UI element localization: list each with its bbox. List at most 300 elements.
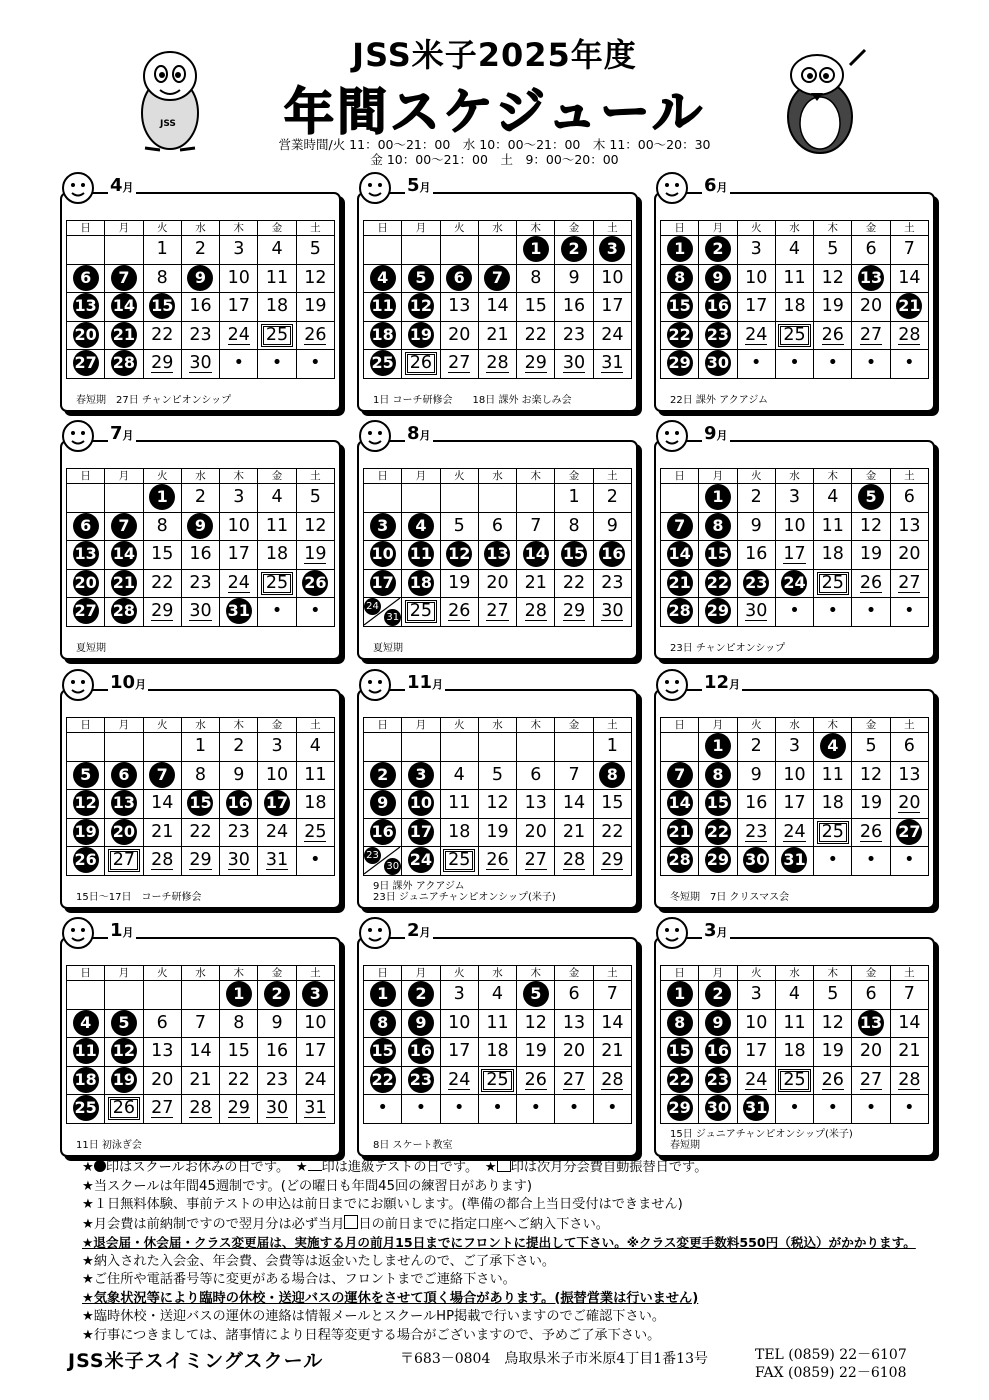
closed-day-mark: 7 [111,513,137,539]
day-cell [220,569,258,598]
day-cell [814,818,852,847]
day-cell [220,761,258,790]
closed-day-mark: 26 [302,570,328,596]
week-row [364,1038,632,1067]
day-number: 23 [189,572,212,593]
closed-day-mark: 4 [408,513,434,539]
test-day-mark: 28 [189,1098,212,1118]
day-cell [67,264,105,293]
day-cell [775,1095,813,1124]
weekday-label: 月 [402,718,440,733]
weekday-label: 木 [814,966,852,981]
day-cell [181,733,219,762]
day-cell [890,569,928,598]
month-label [702,920,730,944]
day-number: • [789,1098,800,1118]
day-number: • [789,601,800,621]
day-cell [220,264,258,293]
closed-day-mark: 27 [73,598,99,624]
day-number: 17 [745,1041,768,1061]
calendar-table [363,220,632,379]
week-row [661,321,929,350]
day-cell [105,569,143,598]
day-cell [364,761,402,790]
day-cell [661,541,699,570]
weekday-label: 日 [67,469,105,484]
day-cell [364,264,402,293]
day-cell [478,761,516,790]
month-calendar [654,920,935,1157]
day-cell [67,484,105,513]
closed-day-mark: 6 [73,513,99,539]
day-number: • [827,1098,838,1118]
day-number: 19 [859,793,883,813]
weekday-label: 月 [402,221,440,236]
day-cell [852,598,890,627]
day-number: 12 [524,1012,547,1033]
month-calendar [357,423,638,660]
day-number: 3 [750,984,762,1004]
day-cell [593,847,631,876]
weekday-label: 金 [258,718,296,733]
day-number: • [310,850,321,870]
day-number: 5 [865,736,877,756]
day-cell [852,1009,890,1038]
day-number: 21 [898,1041,921,1061]
test-day-mark: 28 [898,1069,921,1090]
closed-day-mark: 1 [667,236,693,262]
day-cell [890,981,928,1010]
closed-day-mark: 8 [370,1010,396,1036]
day-cell [699,350,737,379]
day-cell [555,733,593,762]
calendar-table [66,965,335,1124]
closed-day-mark: 29 [667,1095,693,1121]
day-cell [699,598,737,627]
day-cell [181,541,219,570]
day-number: 3 [788,487,801,507]
closed-day-mark: 1 [705,733,731,759]
month-suffix: 月 [419,926,431,939]
test-day-mark: 29 [601,850,624,870]
payment-day-mark: 25 [483,1071,511,1090]
day-number: 5 [491,764,504,785]
day-cell [181,1009,219,1038]
week-row [67,541,335,570]
weekday-header [67,469,335,484]
day-number: 6 [903,487,915,507]
day-cell [661,293,699,322]
day-cell [181,1095,219,1124]
day-number: • [904,353,915,373]
week-row [364,1009,632,1038]
month-number: 9 [704,423,717,444]
week-row [661,569,929,598]
day-number: 22 [601,821,624,842]
day-cell [593,981,631,1010]
day-cell [67,569,105,598]
day-cell [67,1095,105,1124]
day-cell [593,1038,631,1067]
calendar-table [363,717,632,876]
day-cell [258,818,296,847]
day-cell [364,1095,402,1124]
day-number: 9 [750,764,762,785]
day-cell [296,733,334,762]
note-legend [82,1158,962,1178]
closed-day-mark: 3 [302,981,328,1007]
weekday-label: 土 [593,221,631,236]
weekday-label: 金 [852,966,890,981]
day-cell [593,512,631,541]
month-suffix: 月 [716,181,728,194]
day-cell [699,847,737,876]
day-number: 11 [448,793,471,813]
day-cell [699,1095,737,1124]
day-cell [364,981,402,1010]
day-cell [775,761,813,790]
month-suffix: 月 [122,429,134,442]
mascot-left-icon [125,38,215,158]
day-cell [661,1009,699,1038]
day-cell [478,1038,516,1067]
payment-day-mark: 25 [819,574,847,593]
month-number: 10 [110,672,136,693]
week-row [364,321,632,350]
weekday-label: 日 [364,718,402,733]
day-cell [517,1038,555,1067]
day-cell [67,512,105,541]
day-number: • [454,1098,465,1118]
closed-day-mark: 1 [370,981,396,1007]
day-cell [181,847,219,876]
day-number: 24 [304,1069,327,1090]
month-note: 22日 課外 アクアジム [670,395,768,406]
day-cell [478,818,516,847]
month-label [405,175,433,199]
week-row [661,264,929,293]
day-cell [517,1009,555,1038]
day-cell [737,512,775,541]
weekday-label: 木 [814,718,852,733]
day-cell [440,264,478,293]
month-number: 7 [110,423,123,444]
day-number: 4 [271,487,283,507]
day-cell [555,264,593,293]
day-number: 20 [486,572,509,593]
day-cell [402,818,440,847]
day-number: • [530,1098,541,1118]
day-cell [440,293,478,322]
day-cell [517,847,555,876]
weekday-header [364,966,632,981]
weekday-label: 火 [737,469,775,484]
closed-day-mark: 5 [111,1010,137,1036]
day-cell [661,350,699,379]
day-cell [852,1095,890,1124]
closed-day-mark: 7 [484,265,510,291]
day-cell [440,1066,478,1095]
closed-day-mark: 18 [408,570,434,596]
day-number: 4 [788,239,801,259]
day-number: 8 [156,267,168,288]
day-cell [440,1009,478,1038]
school-name: JSS米子スイミングスクール [68,1350,324,1372]
day-cell [143,236,181,265]
day-cell [661,981,699,1010]
closed-day-mark: 2 [705,981,731,1007]
day-cell [440,598,478,627]
day-cell [67,293,105,322]
moon-viewing-icon [652,416,692,456]
closed-day-mark: 24 [781,570,807,596]
day-number: 2 [606,487,618,507]
closed-day-mark: 20 [73,570,99,596]
day-number: 10 [227,267,250,288]
month-suffix: 月 [122,926,134,939]
weekday-label: 木 [517,469,555,484]
closed-day-mark: 2 [561,236,587,262]
week-row [67,484,335,513]
day-cell [814,293,852,322]
test-day-mark: 29 [189,850,212,870]
day-cell [258,484,296,513]
payment-day-mark: 27 [110,851,138,870]
weekday-label: 木 [517,966,555,981]
day-cell [296,484,334,513]
week-row [67,1009,335,1038]
day-cell [555,1095,593,1124]
day-cell [737,847,775,876]
day-cell [555,321,593,350]
month-number: 2 [407,920,420,941]
week-row [67,264,335,293]
day-number: 21 [524,572,547,593]
weekday-label: 木 [220,221,258,236]
weekday-label: 金 [852,718,890,733]
school-address: 〒683－0804 鳥取県米子市米原4丁目1番13号 [400,1351,708,1367]
day-number: 14 [151,793,174,813]
day-cell [181,790,219,819]
day-number: 18 [821,793,844,813]
day-cell [181,236,219,265]
test-day-mark: 28 [524,601,547,621]
day-cell [402,236,440,265]
day-cell [220,981,258,1010]
note-legend-payment: 印は次月分会費自動振替日です。 [510,1160,708,1175]
payment-day-mark: 25 [263,574,291,593]
closed-day-mark: 8 [705,513,731,539]
day-cell [143,350,181,379]
day-cell [814,1066,852,1095]
closed-day-mark: 11 [408,541,434,567]
test-day-mark: 24 [745,324,768,345]
week-row [364,1066,632,1095]
day-number: 17 [227,296,250,316]
closed-day-mark: 5 [73,762,99,788]
day-cell [478,293,516,322]
day-cell [143,293,181,322]
closed-day-mark: 14 [111,293,137,319]
day-cell [143,484,181,513]
closed-day-mark: 16 [370,819,396,845]
day-number: 12 [304,515,327,536]
day-cell [67,1066,105,1095]
weekday-label: 土 [593,718,631,733]
month-note: 夏短期 [76,643,106,654]
day-cell [220,484,258,513]
test-day-mark: 26 [304,324,327,345]
day-number: 3 [453,984,465,1004]
closed-day-mark: 30 [384,858,401,875]
day-cell [775,484,813,513]
day-cell [258,733,296,762]
day-cell [814,512,852,541]
closed-day-mark: 26 [73,847,99,873]
day-cell [296,818,334,847]
day-cell [105,598,143,627]
weekday-label: 月 [105,966,143,981]
day-number: 18 [265,544,289,564]
day-number: 8 [156,515,168,536]
note-prepay [82,1215,962,1235]
closed-day-mark: 22 [705,819,731,845]
day-cell [440,981,478,1010]
weekday-label: 土 [296,469,334,484]
day-number: 6 [491,515,504,536]
day-cell [593,541,631,570]
day-cell [258,1009,296,1038]
day-cell [478,1095,516,1124]
day-cell [593,1009,631,1038]
weekday-label: 日 [67,221,105,236]
day-cell [364,1009,402,1038]
calendar-table [660,468,929,627]
day-number: 19 [304,296,327,316]
day-cell [440,236,478,265]
closed-day-mark: 17 [264,790,290,816]
day-cell [105,541,143,570]
month-number: 12 [704,672,730,693]
day-cell [699,569,737,598]
test-day-mark: 28 [486,353,509,373]
day-cell [440,790,478,819]
day-cell [402,598,440,627]
closed-day-mark: 15 [667,1038,693,1064]
day-number: 4 [271,239,283,259]
closed-day-mark: 25 [370,350,396,376]
day-cell [296,1009,334,1038]
test-day-mark: 26 [448,601,471,621]
day-cell [555,541,593,570]
day-cell [814,484,852,513]
day-cell [517,321,555,350]
day-number: • [492,1098,503,1118]
week-row [661,818,929,847]
day-cell [737,1009,775,1038]
day-number: 3 [233,239,245,259]
day-cell [143,761,181,790]
day-cell [220,598,258,627]
weekday-header [364,469,632,484]
day-number: 17 [227,544,250,564]
day-cell [105,733,143,762]
day-cell [814,321,852,350]
day-number: 4 [827,487,839,507]
day-number: 12 [304,267,327,288]
day-cell [661,598,699,627]
note-weather: ★気象状況等により臨時の休校・送迎バスの運休をさせて頂く場合があります。(振替営業は行いません) [82,1290,699,1306]
month-label [108,920,136,944]
test-day-mark: 24 [448,1069,471,1090]
day-cell [555,236,593,265]
day-cell [258,981,296,1010]
week-row [364,512,632,541]
day-cell [364,484,402,513]
day-cell [890,1009,928,1038]
week-row [661,512,929,541]
test-day-mark: 27 [151,1098,174,1118]
day-cell [699,761,737,790]
test-day-mark: 23 [745,821,768,842]
weekday-label: 土 [890,966,928,981]
weekday-label: 水 [478,718,516,733]
test-day-mark: 27 [859,1069,883,1090]
closed-day-mark: 22 [667,322,693,348]
test-day-mark: 29 [151,601,174,621]
week-row [364,598,632,627]
weekday-label: 水 [775,221,813,236]
day-cell [440,818,478,847]
day-number: 17 [783,793,806,813]
weekday-label: 月 [402,966,440,981]
day-cell [258,264,296,293]
day-cell [661,733,699,762]
month-suffix: 月 [122,181,134,194]
closed-day-mark: 28 [111,350,137,376]
day-cell [852,484,890,513]
closed-day-mark: 3 [599,236,625,262]
day-number: 7 [568,764,580,785]
week-row [364,733,632,762]
day-cell [737,1066,775,1095]
day-cell [814,236,852,265]
day-number: 13 [898,515,921,536]
closed-day-mark: 18 [73,1067,99,1093]
day-cell [258,598,296,627]
day-cell [517,350,555,379]
month-note: 冬短期 7日 クリスマス会 [670,892,790,903]
month-note: 15日 ジュニアチャンピオンシップ(米子) 春短期 [670,1129,853,1151]
day-cell [296,569,334,598]
day-number: 3 [271,736,283,756]
day-cell [699,236,737,265]
weekday-label: 金 [258,221,296,236]
day-cell [258,236,296,265]
week-row [661,761,929,790]
day-cell [67,1009,105,1038]
test-day-mark: 17 [783,544,806,564]
day-number: 19 [821,296,844,316]
day-cell [440,761,478,790]
day-number: • [568,1098,580,1118]
note-trial: ★１日無料体験、事前テストの申込は前日までにお願いします。(準備の都合上当日受付はできません) [82,1197,683,1212]
weekday-label: 土 [890,221,928,236]
day-number: • [271,353,283,373]
carp-icon [355,168,395,208]
day-number: 20 [562,1041,586,1061]
day-number: • [827,850,838,870]
